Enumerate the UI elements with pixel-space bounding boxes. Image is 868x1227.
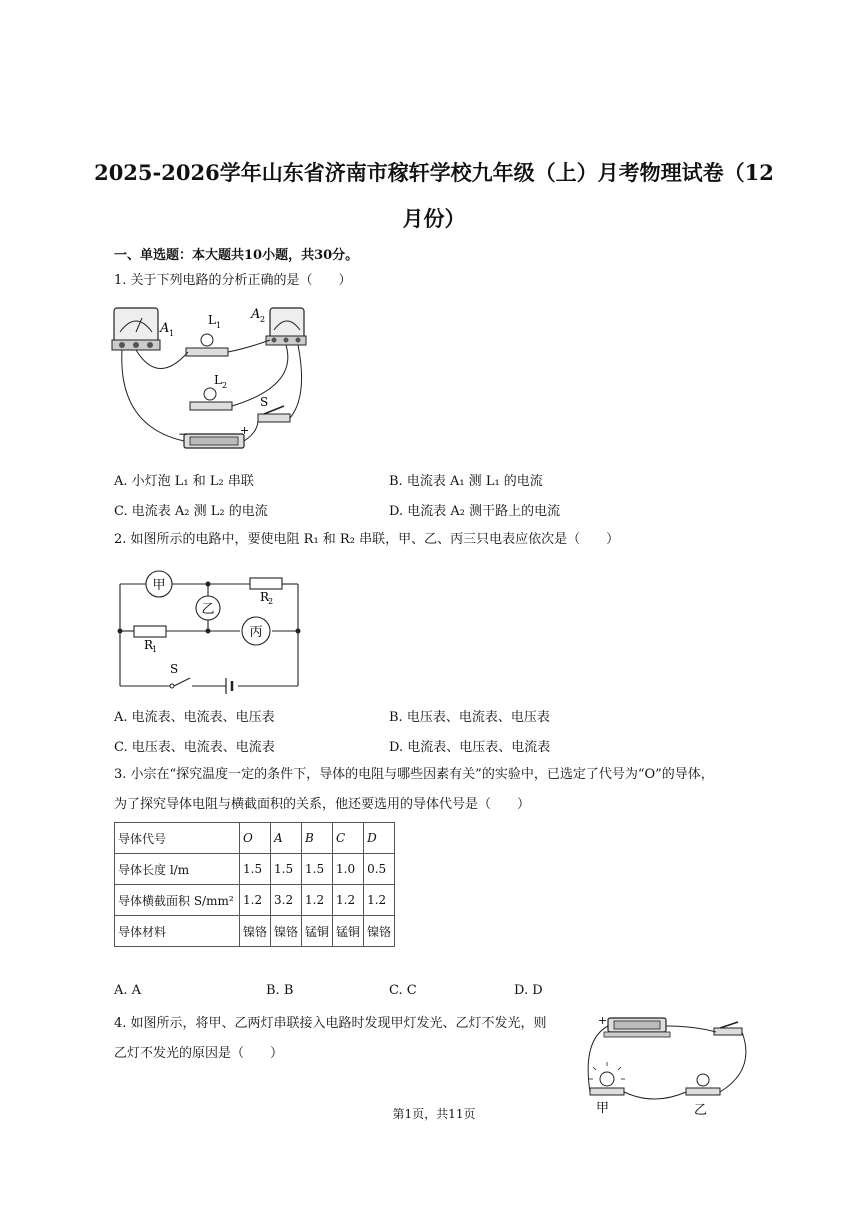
table-row: 导体横截面积 S/mm² 1.2 3.2 1.2 1.2 1.2 [115, 885, 395, 916]
q3-option-a[interactable]: A. A [114, 983, 142, 998]
lamp-yi-icon [686, 1074, 720, 1095]
ammeter-a2-icon [266, 308, 306, 345]
battery-icon [184, 434, 244, 448]
svg-text:1: 1 [216, 321, 222, 330]
svg-text:1: 1 [169, 329, 175, 338]
svg-text:丙: 丙 [249, 625, 263, 640]
battery-icon [604, 1018, 670, 1037]
svg-text:−: − [178, 427, 189, 441]
svg-text:2: 2 [260, 315, 266, 324]
q1-option-a[interactable]: A. 小灯泡 L₁ 和 L₂ 串联 [114, 474, 254, 489]
svg-text:乙: 乙 [694, 1103, 708, 1118]
table-row: 导体代号 O A B C D [115, 823, 395, 854]
svg-text:甲: 甲 [596, 1101, 610, 1116]
table-row: 导体长度 l/m 1.5 1.5 1.5 1.0 0.5 [115, 854, 395, 885]
page-footer: 第1页，共11页 [392, 1107, 476, 1121]
svg-text:+: + [598, 1014, 608, 1027]
q3-stem-line-1: 3. 小宗在“探究温度一定的条件下，导体的电阻与哪些因素有关”的实验中，已选定了代号为“O”的导体， [114, 767, 714, 782]
svg-text:1: 1 [152, 645, 158, 654]
q2-circuit-figure [112, 566, 307, 696]
a1-label: A [160, 321, 170, 336]
q4-circuit-figure [574, 1010, 754, 1118]
q2-option-d[interactable]: D. 电流表、电压表、电流表 [389, 740, 551, 755]
q1-stem: 1. 关于下列电路的分析正确的是（ ） [114, 273, 352, 288]
q1-circuit-figure [108, 296, 308, 462]
q4-stem-line-2: 乙灯不发光的原因是（ ） [114, 1046, 284, 1061]
q1-option-c[interactable]: C. 电流表 A₂ 测 L₂ 的电流 [114, 504, 268, 519]
svg-text:+: + [240, 424, 250, 437]
q1-option-b[interactable]: B. 电流表 A₁ 测 L₁ 的电流 [389, 474, 543, 489]
resistor-r2-icon [250, 578, 282, 589]
q2-option-a[interactable]: A. 电流表、电流表、电压表 [114, 710, 275, 725]
q1-option-d[interactable]: D. 电流表 A₂ 测干路上的电流 [389, 504, 561, 519]
table-row: 导体材料 镍铬 镍铬 锰铜 锰铜 镍铬 [115, 916, 395, 947]
svg-text:L: L [208, 313, 216, 327]
svg-text:S: S [170, 662, 179, 676]
q2-option-c[interactable]: C. 电压表、电流表、电流表 [114, 740, 275, 755]
q3-option-d[interactable]: D. D [514, 983, 543, 998]
lamp-l2-icon [190, 388, 232, 410]
resistor-r1-icon [134, 626, 166, 637]
svg-text:甲: 甲 [152, 578, 166, 593]
ammeter-a1-icon [112, 308, 160, 350]
switch-icon [714, 1022, 742, 1035]
svg-text:L: L [214, 373, 222, 387]
lamp-jia-icon [589, 1062, 625, 1095]
q3-stem-line-2: 为了探究导体电阻与横截面积的关系，他还要选用的导体代号是（ ） [114, 797, 531, 812]
lamp-l1-icon [186, 334, 228, 356]
title-line-2: 月份） [402, 206, 466, 231]
svg-text:S: S [260, 395, 269, 409]
svg-text:R: R [144, 638, 154, 652]
q2-stem: 2. 如图所示的电路中，要使电阻 R₁ 和 R₂ 串联，甲、乙、丙三只电表应依次是（ ） [114, 532, 620, 547]
q3-option-c[interactable]: C. C [389, 983, 417, 998]
q4-stem-line-1: 4. 如图所示，将甲、乙两灯串联接入电路时发现甲灯发光、乙灯不发光，则 [114, 1016, 547, 1031]
svg-text:R: R [260, 590, 270, 604]
q2-option-b[interactable]: B. 电压表、电流表、电压表 [389, 710, 550, 725]
svg-text:A: A [251, 307, 261, 322]
page-title [60, 150, 808, 242]
q3-conductor-table [114, 822, 395, 947]
svg-text:2: 2 [268, 597, 274, 606]
svg-text:乙: 乙 [201, 602, 215, 617]
svg-text:2: 2 [222, 381, 228, 390]
title-line-1: 2025-2026学年山东省济南市稼轩学校九年级（上）月考物理试卷（12 [94, 160, 774, 185]
q3-option-b[interactable]: B. B [266, 983, 294, 998]
section-heading: 一、单选题：本大题共10小题，共30分。 [114, 248, 359, 263]
